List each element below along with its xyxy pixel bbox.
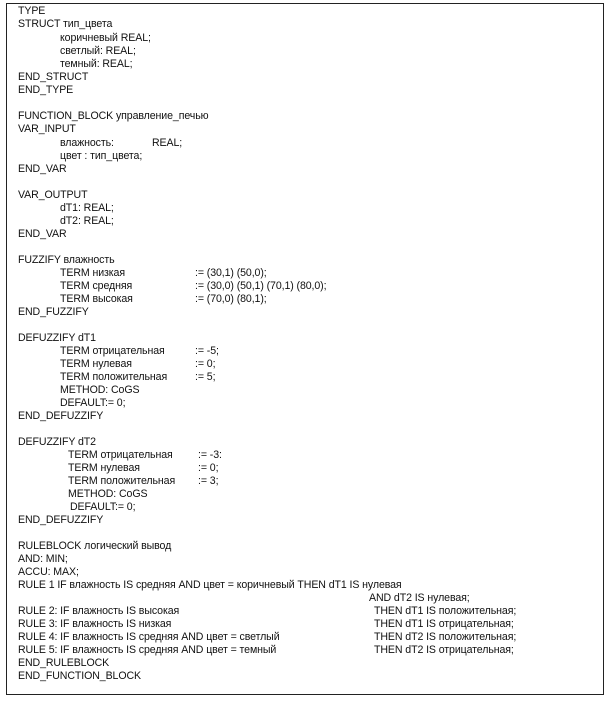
code-line: END_DEFUZZIFY [18, 514, 104, 526]
code-line: темный: REAL; [60, 58, 133, 70]
code-line: END_FUNCTION_BLOCK [18, 670, 141, 682]
code-line: := 5; [195, 371, 216, 383]
code-line: коричневый REAL; [60, 32, 151, 44]
code-line: := -3: [198, 449, 222, 461]
code-line: DEFUZZIFY dT2 [18, 436, 96, 448]
code-line: TERM нулевая [60, 358, 132, 370]
code-line: END_TYPE [18, 84, 74, 96]
code-line: TERM низкая [60, 267, 125, 279]
code-line: := 0; [195, 358, 216, 370]
code-line: FUNCTION_BLOCK управление_печью [18, 110, 209, 122]
code-line: VAR_INPUT [18, 123, 76, 135]
code-line: THEN dT1 IS отрицательная; [374, 618, 514, 630]
code-line: цвет : тип_цвета; [60, 150, 143, 162]
code-line: TERM отрицательная [60, 345, 165, 357]
code-line: METHOD: CoGS [60, 384, 140, 396]
code-line: RULE 4: IF влажность IS средняя AND цвет = светлый [18, 631, 280, 643]
code-line: := (70,0) (80,1); [195, 293, 267, 305]
code-line: TERM положительная [60, 371, 168, 383]
code-line: METHOD: CoGS [68, 488, 148, 500]
code-line: RULE 5: IF влажность IS средняя AND цвет = темный [18, 644, 277, 656]
code-line: THEN dT2 IS отрицательная; [374, 644, 514, 656]
code-line: END_RULEBLOCK [18, 657, 110, 669]
code-line: RULE 3: IF влажность IS низкая [18, 618, 172, 630]
code-line: VAR_OUTPUT [18, 189, 88, 201]
code-line: TYPE [18, 5, 46, 17]
code-line: TERM нулевая [68, 462, 140, 474]
code-line: THEN dT2 IS положительная; [374, 631, 517, 643]
code-line: DEFUZZIFY dT1 [18, 332, 96, 344]
code-line: влажность: [60, 137, 114, 149]
code-line: dT2: REAL; [60, 215, 114, 227]
code-line: DEFAULT:= 0; [70, 501, 136, 513]
code-line: END_VAR [18, 228, 67, 240]
code-line: TERM положительная [68, 475, 176, 487]
code-line: светлый: REAL; [60, 45, 136, 57]
code-line: TERM средняя [60, 280, 133, 292]
code-line: := -5; [195, 345, 219, 357]
code-line: TERM отрицательная [68, 449, 173, 461]
code-line: FUZZIFY влажность [18, 254, 115, 266]
code-line: THEN dT1 IS положительная; [374, 605, 517, 617]
code-line: := 3; [198, 475, 219, 487]
code-line: END_VAR [18, 163, 67, 175]
code-line: dT1: REAL; [60, 202, 114, 214]
code-line: STRUCT тип_цвета [18, 18, 113, 30]
code-line: END_DEFUZZIFY [18, 410, 104, 422]
code-line: TERM высокая [60, 293, 133, 305]
code-line: RULE 1 IF влажность IS средняя AND цвет = коричневый THEN dT1 IS нулевая [18, 579, 402, 591]
code-line: RULEBLOCK логический вывод [18, 540, 172, 552]
code-line: := (30,0) (50,1) (70,1) (80,0); [195, 280, 327, 292]
code-line: END_STRUCT [18, 71, 89, 83]
code-line: AND dT2 IS нулевая; [369, 592, 470, 604]
code-line: AND: MIN; [18, 553, 68, 565]
code-line: END_FUZZIFY [18, 306, 89, 318]
code-line: := 0; [198, 462, 219, 474]
code-line: DEFAULT:= 0; [60, 397, 126, 409]
code-line: ACCU: MAX; [18, 566, 79, 578]
code-line: RULE 2: IF влажность IS высокая [18, 605, 180, 617]
code-line: REAL; [152, 137, 183, 149]
code-line: := (30,1) (50,0); [195, 267, 267, 279]
